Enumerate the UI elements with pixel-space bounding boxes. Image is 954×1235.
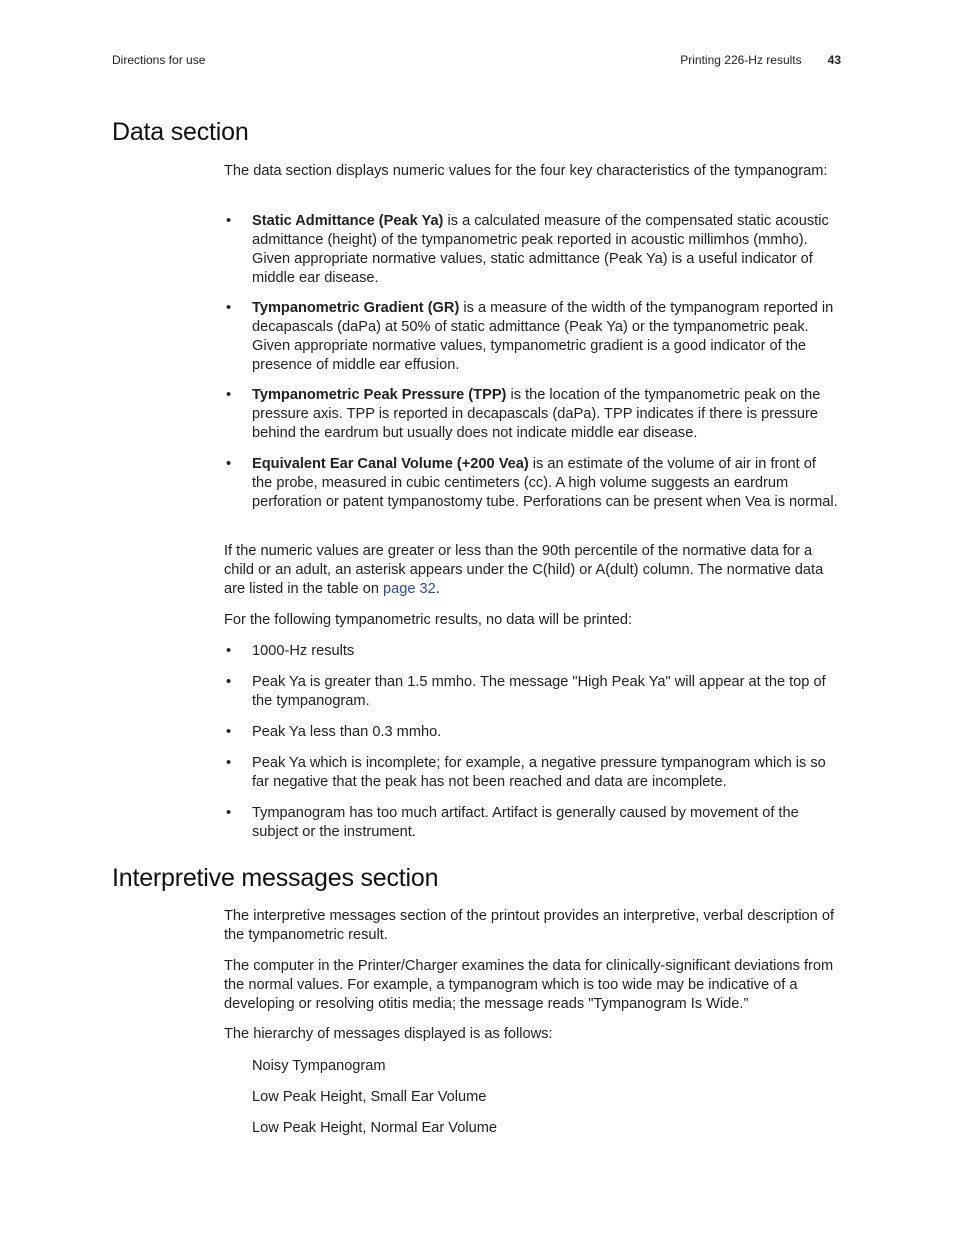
interpretive-para-2-block bbox=[224, 957, 840, 1014]
interpretive-para-3: The hierarchy of messages displayed is as follows: bbox=[224, 1026, 553, 1042]
percentile-text bbox=[224, 542, 840, 599]
interpretive-para-3-block bbox=[224, 1025, 840, 1044]
key-characteristics-list bbox=[224, 212, 840, 288]
no-data-item-3-block bbox=[224, 723, 840, 742]
message-3-block bbox=[224, 1119, 840, 1138]
percentile-body: If the numeric values are greater or less than the 90th percentile of the normative data for a child or an adult, an asterisk appears under the C(hild) or A(dult) column. The normative data are listed in the table on bbox=[224, 543, 824, 597]
list-item: • Peak Ya less than 0.3 mmho. bbox=[224, 723, 840, 742]
list-item: • 1000-Hz results bbox=[224, 642, 840, 661]
interpretive-para-1: The interpretive messages section of the printout provides an interpretive, verbal description of the tympanometric result. bbox=[224, 908, 835, 943]
no-data-item-4-block bbox=[224, 754, 840, 792]
message-1-block bbox=[224, 1057, 840, 1076]
no-data-item-2-block bbox=[224, 673, 840, 711]
bullet-text: is a measure of the width of the tympanogram reported in decapascals (daPa) at 50% of static admittance (Peak Ya) or the tympanometric peak. Given appropriate normative values, tympanometric gradient is a good indicator of the presence of middle ear effusion. bbox=[252, 300, 834, 373]
interpretive-para-2: The computer in the Printer/Charger examines the data for clinically-significant deviations from the normal values. For example, a tympanogram which is too wide may be indicative of a developing or resolving otitis media; the message reads "Tympanogram Is Wide.” bbox=[224, 958, 834, 1012]
percentile-end: . bbox=[435, 581, 440, 597]
header-section bbox=[680, 53, 841, 67]
message-2-block bbox=[224, 1088, 840, 1107]
list-item: • Tympanogram has too much artifact. Artifact is generally caused by movement of the subject or the instrument. bbox=[224, 804, 840, 842]
bullet-text: is an estimate of the volume of air in front of the probe, measured in cubic centimeters (cc). A high volume suggests an eardrum perforation or patent tympanostomy tube. Perforations can be present when Vea is normal. bbox=[252, 456, 838, 510]
list-item bbox=[224, 386, 840, 443]
data-section-title: Data section bbox=[112, 118, 249, 146]
list-item: • Peak Ya which is incomplete; for example, a negative pressure tympanogram which is so far negative that the peak has not been reached and data are incomplete. bbox=[224, 754, 840, 792]
bullet-term: Static Admittance (Peak Ya) bbox=[252, 213, 444, 229]
message-item: Low Peak Height, Normal Ear Volume bbox=[252, 1120, 497, 1136]
key-characteristics-list-4 bbox=[224, 455, 840, 512]
header-section-title: Printing 226-Hz results bbox=[680, 53, 802, 67]
interpretive-section-title: Interpretive messages section bbox=[112, 864, 439, 892]
no-data-intro-block bbox=[224, 611, 840, 630]
page-header bbox=[112, 53, 841, 69]
key-characteristics-list-2 bbox=[224, 299, 840, 375]
intro-paragraph: The data section displays numeric values for the four key characteristics of the tympanogram: bbox=[224, 163, 828, 179]
bullet-term: Tympanometric Peak Pressure (TPP) bbox=[252, 387, 507, 403]
percentile-paragraph bbox=[224, 542, 840, 599]
list-item: • Peak Ya is greater than 1.5 mmho. The message "High Peak Ya" will appear at the top of the tympanogram. bbox=[224, 673, 840, 711]
no-data-item-1-block bbox=[224, 642, 840, 661]
interpretive-para-1-block bbox=[224, 907, 840, 945]
data-section-intro bbox=[224, 162, 840, 181]
key-characteristics-list-3 bbox=[224, 386, 840, 443]
list-item bbox=[224, 299, 840, 375]
bullet-text: is a calculated measure of the compensated static acoustic admittance (height) of the tympanometric peak reported in acoustic millimhos (mmho). Given appropriate normative values, static admittance (Peak Ya) is a useful indicator of middle ear disease. bbox=[252, 213, 829, 286]
message-item: Noisy Tympanogram bbox=[252, 1058, 386, 1074]
list-item bbox=[224, 455, 840, 512]
no-data-intro: For the following tympanometric results, no data will be printed: bbox=[224, 612, 633, 628]
page-number: 43 bbox=[827, 53, 841, 67]
bullet-term: Equivalent Ear Canal Volume (+200 Vea) bbox=[252, 456, 529, 472]
no-data-item-5-block bbox=[224, 804, 840, 842]
header-doc-title: Directions for use bbox=[112, 53, 206, 67]
list-item bbox=[224, 212, 840, 288]
message-item: Low Peak Height, Small Ear Volume bbox=[252, 1089, 487, 1105]
page-32-link[interactable]: page 32 bbox=[383, 581, 436, 597]
bullet-text: is the location of the tympanometric peak on the pressure axis. TPP is reported in decapascals (daPa). TPP indicates if there is pressure behind the eardrum but usually does not indicate middle ear disease. bbox=[252, 387, 821, 441]
bullet-term: Tympanometric Gradient (GR) bbox=[252, 300, 460, 316]
